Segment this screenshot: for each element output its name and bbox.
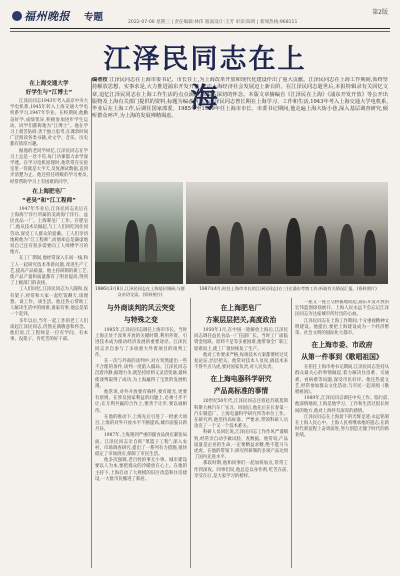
photo-left-caption: 1986年3月8日,江泽民同志在上海基层调研,与群众亲切交谈。(资料照片) [95, 286, 185, 297]
section-heading: 与外商谈判的风云突变 [107, 304, 175, 312]
photo-right [186, 182, 388, 284]
page-number: 第2版 [372, 9, 388, 16]
header-rule [10, 28, 390, 29]
page-headline: 江泽民同志在上海 [103, 44, 307, 114]
paragraph: 他多次强调,老百姓的事无小事。城市建设要以人为本,要把群众的冷暖放在心上。在他的主持下,上海启动了大规模的旧区改造和住房建设,一大批市民搬进了新居。 [95, 458, 187, 482]
photo-right-caption: 1987年4月,时任上海市市长的江泽民同志(右三)在浦东考察工作,听取有关情况汇报。(资料照片) [199, 286, 377, 291]
masthead-logo [12, 8, 70, 24]
paragraph: 在一次与外商的谈判中,对方突然提出一些不合理的条件,谈判一度陷入僵局。江泽民同志沉着冷静,据理力争,既坚持原则又灵活变通,最终使谈判取得了成功,为上海赢得了宝贵的发展机遇。 [95, 359, 187, 389]
paragraph: 科研人员回忆说,江泽民同志工作作风严谨细致,经常亲自动手做试验、查数据。他常说,产品质量是企业的生命,一定要精益求精,绝不能马马虎虎。在他的带领下,研究所研制的多项产品达到了国内先进水平。 [194, 430, 288, 461]
paragraph: 他常说,对外开放要有胸怀,要有眼光,更要有原则。在涉及国家利益的问题上,必须寸步不让;在互利共赢的合作上,要善于让步,要以诚相待。 [95, 390, 187, 414]
paragraph: 1950年1月,在中国一轮解放上海后,江泽民同志调任益民食品一厂任副厂长。当时工厂面临资金短缺、原料不足等多重困难,他带领全厂职工迎难而上,使工厂很快恢复了生产。 [194, 328, 288, 352]
paragraph: 那段时期,他和同事们一起加班加点,常常工作到深夜。同事们说,他总是以身作则,吃苦在前,享受在后,是大家学习的榜样。 [194, 461, 288, 479]
section-heading: 在上海电器科学研究 [210, 375, 272, 384]
column-tag: 专题 [84, 12, 104, 23]
column-divider [190, 298, 191, 568]
paragraph: 20世纪50年代,江泽民同志还曾赴苏联莫斯科斯大林汽车厂实习。回国后,他先后在长春第一汽车制造厂、上海电器科学研究所等单位工作。在研究所,他坚持高标准、严要求,带领科研人员攻克了一个又一个技术难关。 [194, 399, 288, 430]
photo-figure [206, 226, 220, 276]
emblem-icon [12, 11, 22, 21]
paragraph: 1987年,上海遇到严重的副食品供应紧张局面。江泽民同志亲自抓“菜篮子工程”,深入农村、市场调查研究,提出了一系列有力措施,很快稳定了市场供应,保障了市民生活。 [95, 433, 187, 458]
photo-figure [314, 226, 327, 276]
article-column-3 [194, 300, 288, 568]
paragraph: 在工厂期间,他经常深入车间一线,和工人一起研究技术革新问题,改进生产工艺,提高产品质量。他主持研制的新工艺,使产品产量和质量都有了明显提高,得到了上级部门的表扬。 [10, 256, 88, 287]
column-divider [291, 298, 292, 568]
photo-left [95, 182, 183, 284]
photo-figure [258, 228, 271, 276]
lead-text: 江泽民同志在上海市委书记、市长任上,为上海改革开放和现代化建设作出了重大贡献。江泽民同志在上海工作期间,始终坚持解放思想、实事求是,大力推进浦东开发开放,推动上海经济社会发展迈上新台阶。在江泽民同志逝世后,本报特辑录有关回忆文章,追忆江泽民同志在上海工作生活的点点滴滴,以表达深切的怀念。本版文章摘编自《江泽民在上海》《浦东开发开放》等公开出版物及上海有关部门提供的资料,标题为编者所加。江泽民同志曾长期在上海学习、工作和生活,1943年考入上海交通大学电机系,毕业后在上海工作,后调任国家部委。1985年至1989年任上海市市长、市委书记期间,他走遍上海大街小巷,深入基层调查研究,倾听群众呼声,为上海的发展殚精竭虑。 [92, 77, 388, 120]
paragraph: 1989年,江泽民同志调任中央工作。临行前,他深情地说,上海是他学习、工作和生活过很长时间的地方,他对上海怀有深厚的感情。 [295, 396, 389, 414]
section-subheading: “老吴”和“江工程师” [22, 197, 76, 204]
paragraph: 江泽民同志在上海工作期间,十分重视精神文明建设。他提出,要把上海建设成为一个经济繁荣、社会文明的国际化大都市。 [295, 318, 389, 337]
photo-figure [340, 224, 354, 276]
header-rule-thin [10, 31, 390, 32]
paragraph: 江泽民同志1943年考入南京中央大学电机系,1945年转入上海交通大学电机系学习,1947年毕业。在校期间,他勤奋好学,成绩优异,积极参加进步学生运动。同学们都称他为“江博士”。他在学习上刻苦钻研,善于独立思考,在课余时间广泛阅读各类书籍,对文学、音乐、历史都有浓厚兴趣。 [10, 99, 88, 148]
paragraph: 1947年毕业后,江泽民同志先后在上海海宁洋行所属的美商海宁洋行、益民食品一厂、上海制皂厂工作。在肥皂厂,他从技术员做起,与工人们同吃同住同劳动,深受工人群众的爱戴。工人们亲切地称他为“江工程师”,而他却总是谦虚地说自己还有很多需要向工人师傅学习的地方。 [10, 206, 88, 256]
editor-meta: 2022-07-06 星期三 | 责任编辑:林伟 版面设计:王芳 审读:陈明 | 新闻热线:968111 [128, 20, 298, 25]
paragraph: 工人们回忆,江泽民同志为人随和,没有架子,经常和大家一起吃饭聊天,谈理想、谈工作、谈生活。他还热心帮助工人解决生活中的困难,谁家有事,他总是第一个赶到。 [10, 287, 88, 318]
article-column-4 [295, 300, 389, 568]
photo-figure [230, 222, 244, 276]
page-header [10, 6, 392, 28]
paragraph: 在他的推动下,上海先后引进了一批重大项目,上海的对外开放水平不断提高,城市面貌日新月异。 [95, 414, 187, 433]
article-column-1 [10, 78, 88, 568]
section-heading: 在上海肥皂厂 [220, 304, 262, 312]
column-divider [91, 78, 92, 568]
paragraph: 江泽民同志在上海留下的光辉足迹,永远铭刻在上海人民心中。上海人民将继承他的遗志,在新时代新征程上奋勇前进,努力创造无愧于时代的新业绩。 [295, 414, 389, 439]
paragraph: 据他的老同学回忆,江泽民同志在学习上总是一丝不苟,每门功课都力求学深学透。在学习电机原理时,他常常在实验室里一待就是大半天,反复测试数据,直到弄清楚为止。他还担任班级的学习委员,经常帮助学习上有困难的同学。 [10, 148, 88, 185]
masthead-text: 福州晚报 [24, 10, 70, 23]
section-subheading: 与特殊之变 [124, 316, 158, 324]
section-subheading: 好学生与“江博士” [25, 90, 73, 96]
photo-ground [95, 262, 183, 284]
paragraph: 1985年,江泽民同志调任上海市市长。当时上海正处于改革开放的关键时期,利用外资、引进技术成为推动经济发展的重要途径。江泽民同志亲自参与了多项重大外资项目的谈判工作。 [95, 328, 187, 358]
lead-keyword: 编者按 [92, 77, 108, 83]
photo-figure [286, 218, 301, 276]
section-subheading: 方案层层把关,高度政治 [205, 316, 277, 324]
photo-figure [364, 230, 376, 276]
lead-paragraph [92, 77, 388, 179]
section-subheading: 从第一件事到《歌唱祖国》 [301, 353, 383, 362]
paragraph: 在担任上海市委书记期间,江泽民同志坚持从群众最关心的事情做起,着力解决住房难、交通难、看病难等问题,深受市民好评。他还热爱文艺,经常参加群众文化活动,与市民一起高唱《歌唱祖国》。 [295, 365, 389, 396]
section-heading: 在上海交通大学 [29, 81, 69, 87]
paragraph: 他对工作要求严格,每项技术方案都要经过反复论证,层层把关。他常对技术人员说,搞技术来不得半点马虎,要对国家负责,对人民负责。 [194, 352, 288, 371]
section-heading: 在上海市委、市政府 [311, 341, 373, 350]
section-heading: 在上海肥皂厂 [32, 188, 66, 195]
section-subheading: 产品高标准的事情 [213, 387, 269, 396]
paragraph: 一座又一座立交桥拔地而起,浦东开发开放的宏伟蓝图徐徐展开。上海人民永远不会忘记江泽民同志为这座城市所付出的心血。 [295, 300, 389, 318]
article-column-2 [95, 300, 187, 568]
paragraph: 多年以后,当年一起工作的老工人们谈起江泽民同志,仍然充满敬意和怀念。他们说,江工程师是一位有学问、有本事、没架子、肯吃苦的好干部。 [10, 318, 88, 343]
